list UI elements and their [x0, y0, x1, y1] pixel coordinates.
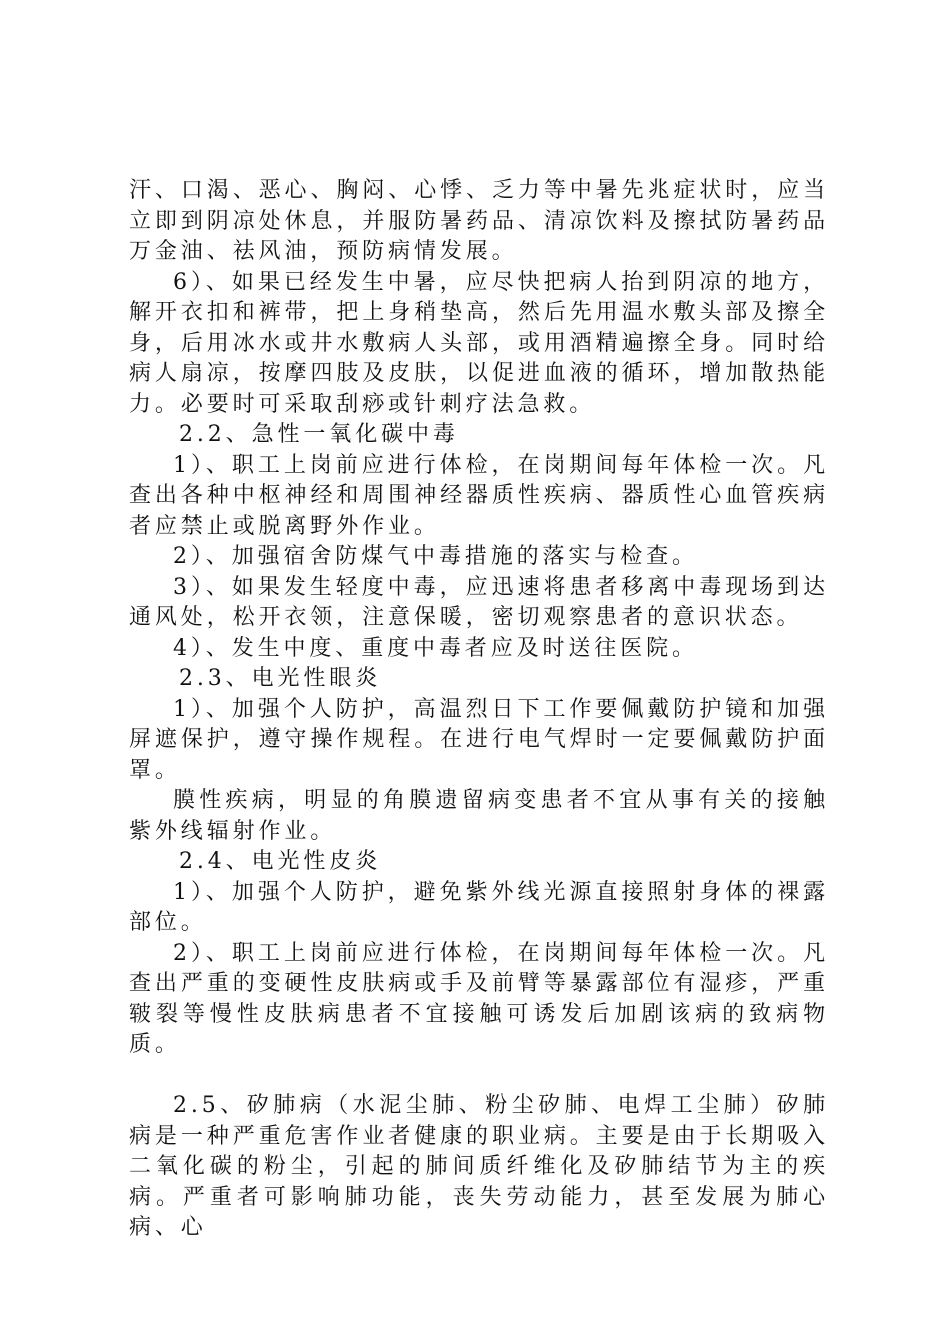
- body-paragraph: 4）、发生中度、重度中毒者应及时送往医院。: [173, 635, 698, 661]
- body-paragraph: 2）、加强宿舍防煤气中毒措施的落实与检查。: [173, 544, 698, 569]
- section-heading: 2.3、电光性眼炎: [179, 666, 382, 691]
- body-paragraph: 1）、加强个人防护，避免紫外线光源直接照射身体的裸露部位。: [129, 879, 829, 935]
- body-paragraph: 1）、职工上岗前应进行体检，在岗期间每年体检一次。凡查出各种中枢神经和周围神经器质性疾病、器质性心血管疾病者应禁止或脱离野外作业。: [129, 452, 829, 539]
- body-paragraph: 1）、加强个人防护，高温烈日下工作要佩戴防护镜和加强屏遮保护，遵守操作规程。在进行电气焊时一定要佩戴防护面罩。: [129, 696, 829, 783]
- document-page: [129, 176, 829, 1244]
- body-paragraph: 2.5、矽肺病（水泥尘肺、粉尘矽肺、电焊工尘肺）矽肺病是一种严重危害作业者健康的职业病。主要是由于长期吸入二氧化碳的粉尘，引起的肺间质纤维化及矽肺结节为主的疾病。严重者可影响肺功能，丧失劳动能力，甚至发展为肺心病、心: [129, 1093, 829, 1240]
- section-heading: 2.2、急性一氧化碳中毒: [179, 422, 459, 447]
- body-paragraph: 6）、如果已经发生中暑，应尽快把病人抬到阴凉的地方，解开衣扣和裤带，把上身稍垫高，然后先用温水敷头部及擦全身，后用冰水或井水敷病人头部，或用酒精遍擦全身。同时给病人扇凉，按摩四肢及皮肤，以促进血液的循环，增加散热能力。必要时可采取刮痧或针刺疗法急救。: [129, 269, 829, 417]
- body-paragraph: 2）、职工上岗前应进行体检，在岗期间每年体检一次。凡查出严重的变硬性皮肤病或手及前臂等暴露部位有湿疹，严重皲裂等慢性皮肤病患者不宜接触可诱发后加剧该病的致病物质。: [129, 940, 829, 1057]
- section-heading: 2.4、电光性皮炎: [179, 849, 382, 874]
- body-paragraph: 汗、口渴、恶心、胸闷、心悸、乏力等中暑先兆症状时，应当立即到阴凉处休息，并服防暑药品、清凉饮料及擦拭防暑药品万金油、祛风油，预防病情发展。: [129, 178, 829, 264]
- body-paragraph: 膜性疾病，明显的角膜遗留病变患者不宜从事有关的接触紫外线辐射作业。: [129, 788, 829, 844]
- body-paragraph: 3）、如果发生轻度中毒，应迅速将患者移离中毒现场到达通风处，松开衣领，注意保暖，密切观察患者的意识状态。: [129, 574, 829, 630]
- paragraph-gap: [129, 1061, 829, 1092]
